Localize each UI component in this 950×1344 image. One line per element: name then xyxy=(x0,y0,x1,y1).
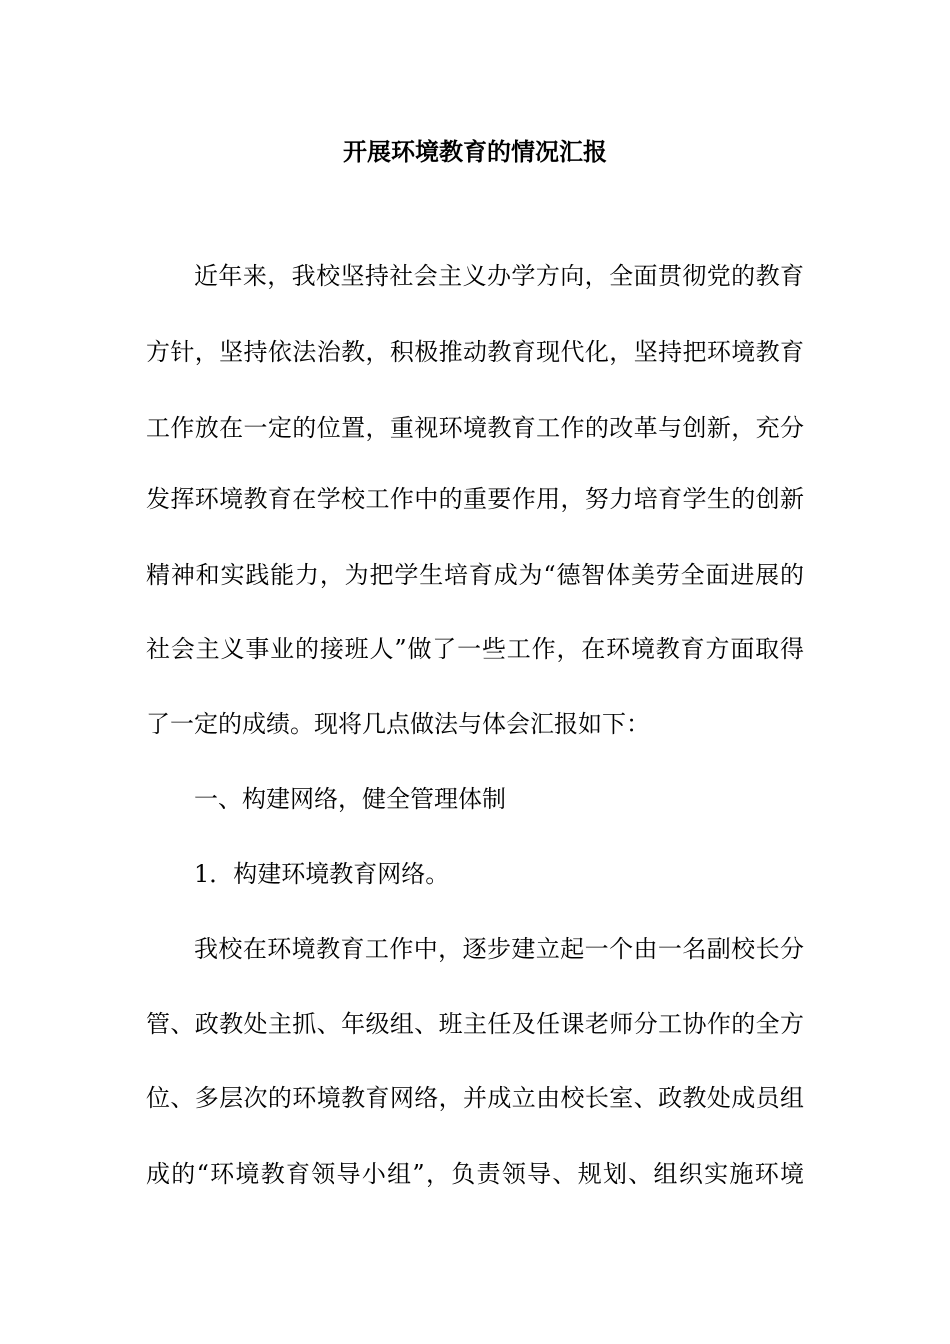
subsection-heading: 1．构建环境教育网络。 xyxy=(194,860,450,888)
paragraph-line: 我校在环境教育工作中，逐步建立起一个由一名副校长分 xyxy=(194,935,804,963)
paragraph-line: 社会主义事业的接班人”做了一些工作，在环境教育方面取得 xyxy=(146,635,804,663)
paragraph-line: 工作放在一定的位置，重视环境教育工作的改革与创新，充分 xyxy=(146,414,804,442)
paragraph-line: 发挥环境教育在学校工作中的重要作用，努力培育学生的创新 xyxy=(146,485,804,513)
paragraph-line: 了一定的成绩。现将几点做法与体会汇报如下： xyxy=(146,710,650,738)
section-heading: 一、构建网络，健全管理体制 xyxy=(194,785,506,813)
paragraph-line: 位、多层次的环境教育网络，并成立由校长室、政教处成员组 xyxy=(146,1084,804,1112)
paragraph-line: 成的“环境教育领导小组”，负责领导、规划、组织实施环境 xyxy=(146,1160,804,1188)
document-title: 开展环境教育的情况汇报 xyxy=(343,138,607,166)
paragraph-line: 管、政教处主抓、年级组、班主任及任课老师分工协作的全方 xyxy=(146,1010,804,1038)
paragraph-line: 近年来，我校坚持社会主义办学方向，全面贯彻党的教育 xyxy=(194,262,804,290)
paragraph-line: 精神和实践能力，为把学生培育成为“德智体美劳全面进展的 xyxy=(146,561,804,589)
paragraph-line: 方针，坚持依法治教，积极推动教育现代化，坚持把环境教育 xyxy=(146,338,804,366)
